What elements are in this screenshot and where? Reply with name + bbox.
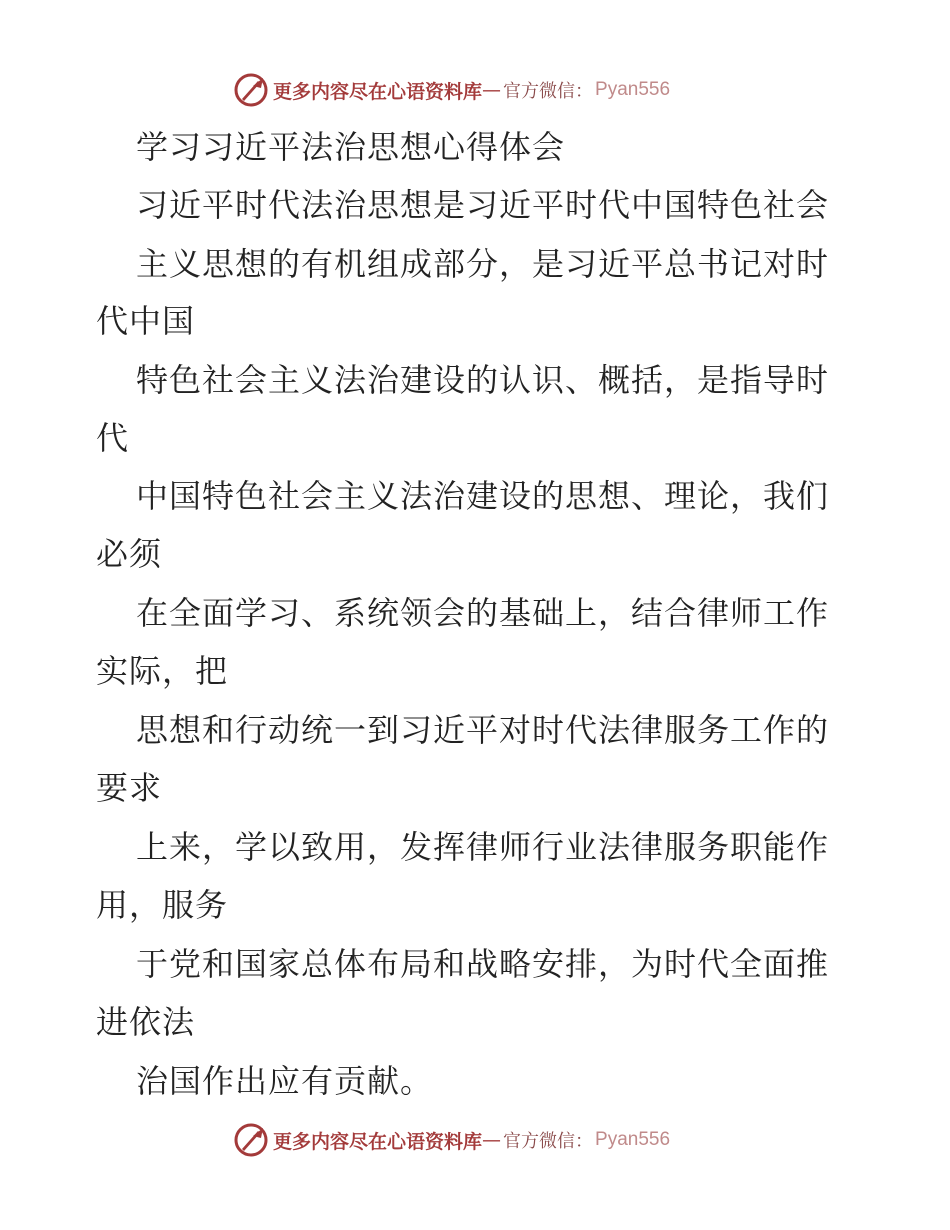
paragraph-line: 主义思想的有机组成部分，是习近平总书记对时: [136, 245, 830, 283]
paragraph-line: 特色社会主义法治建设的认识、概括，是指导时: [136, 361, 830, 399]
paragraph-line: 思想和行动统一到习近平对时代法律服务工作的: [136, 711, 830, 749]
paragraph-line: 要求: [96, 769, 163, 807]
banner-wechat-id: Pyan556: [595, 1129, 671, 1150]
quill-pen-circle-icon: [233, 72, 269, 108]
quill-pen-circle-icon: [233, 1122, 269, 1158]
document-title: 学习习近平法治思想心得体会: [136, 128, 566, 166]
paragraph-line: 代中国: [96, 302, 196, 340]
banner-site-text: 更多内容尽在心语资料库: [273, 1130, 483, 1153]
banner-content: [233, 70, 670, 110]
paragraph-line: 在全面学习、系统领会的基础上，结合律师工作: [136, 594, 830, 632]
banner-dash: —: [482, 1129, 502, 1151]
banner-dash: —: [482, 79, 502, 101]
paragraph-line: 习近平时代法治思想是习近平时代中国特色社会: [136, 186, 830, 224]
banner-content: [233, 1120, 670, 1160]
paragraph-line: 必须: [96, 535, 163, 573]
banner-wechat-label: 官方微信：: [503, 1131, 594, 1152]
paragraph-line: 实际，把: [96, 652, 229, 690]
paragraph-line: 代: [96, 419, 130, 457]
paragraph-line: 用，服务: [96, 886, 229, 924]
header-banner: [0, 70, 950, 110]
paragraph-line: 治国作出应有贡献。: [136, 1062, 434, 1100]
footer-banner: [0, 1120, 950, 1160]
paragraph-line: 于党和国家总体布局和战略安排，为时代全面推: [136, 945, 830, 983]
paragraph-line: 进依法: [96, 1003, 196, 1041]
banner-site-text: 更多内容尽在心语资料库: [273, 80, 483, 103]
paragraph-line: 中国特色社会主义法治建设的思想、理论，我们: [136, 477, 830, 515]
banner-wechat-label: 官方微信：: [503, 81, 594, 102]
banner-wechat-id: Pyan556: [595, 79, 671, 100]
paragraph-line: 上来，学以致用，发挥律师行业法律服务职能作: [136, 828, 830, 866]
